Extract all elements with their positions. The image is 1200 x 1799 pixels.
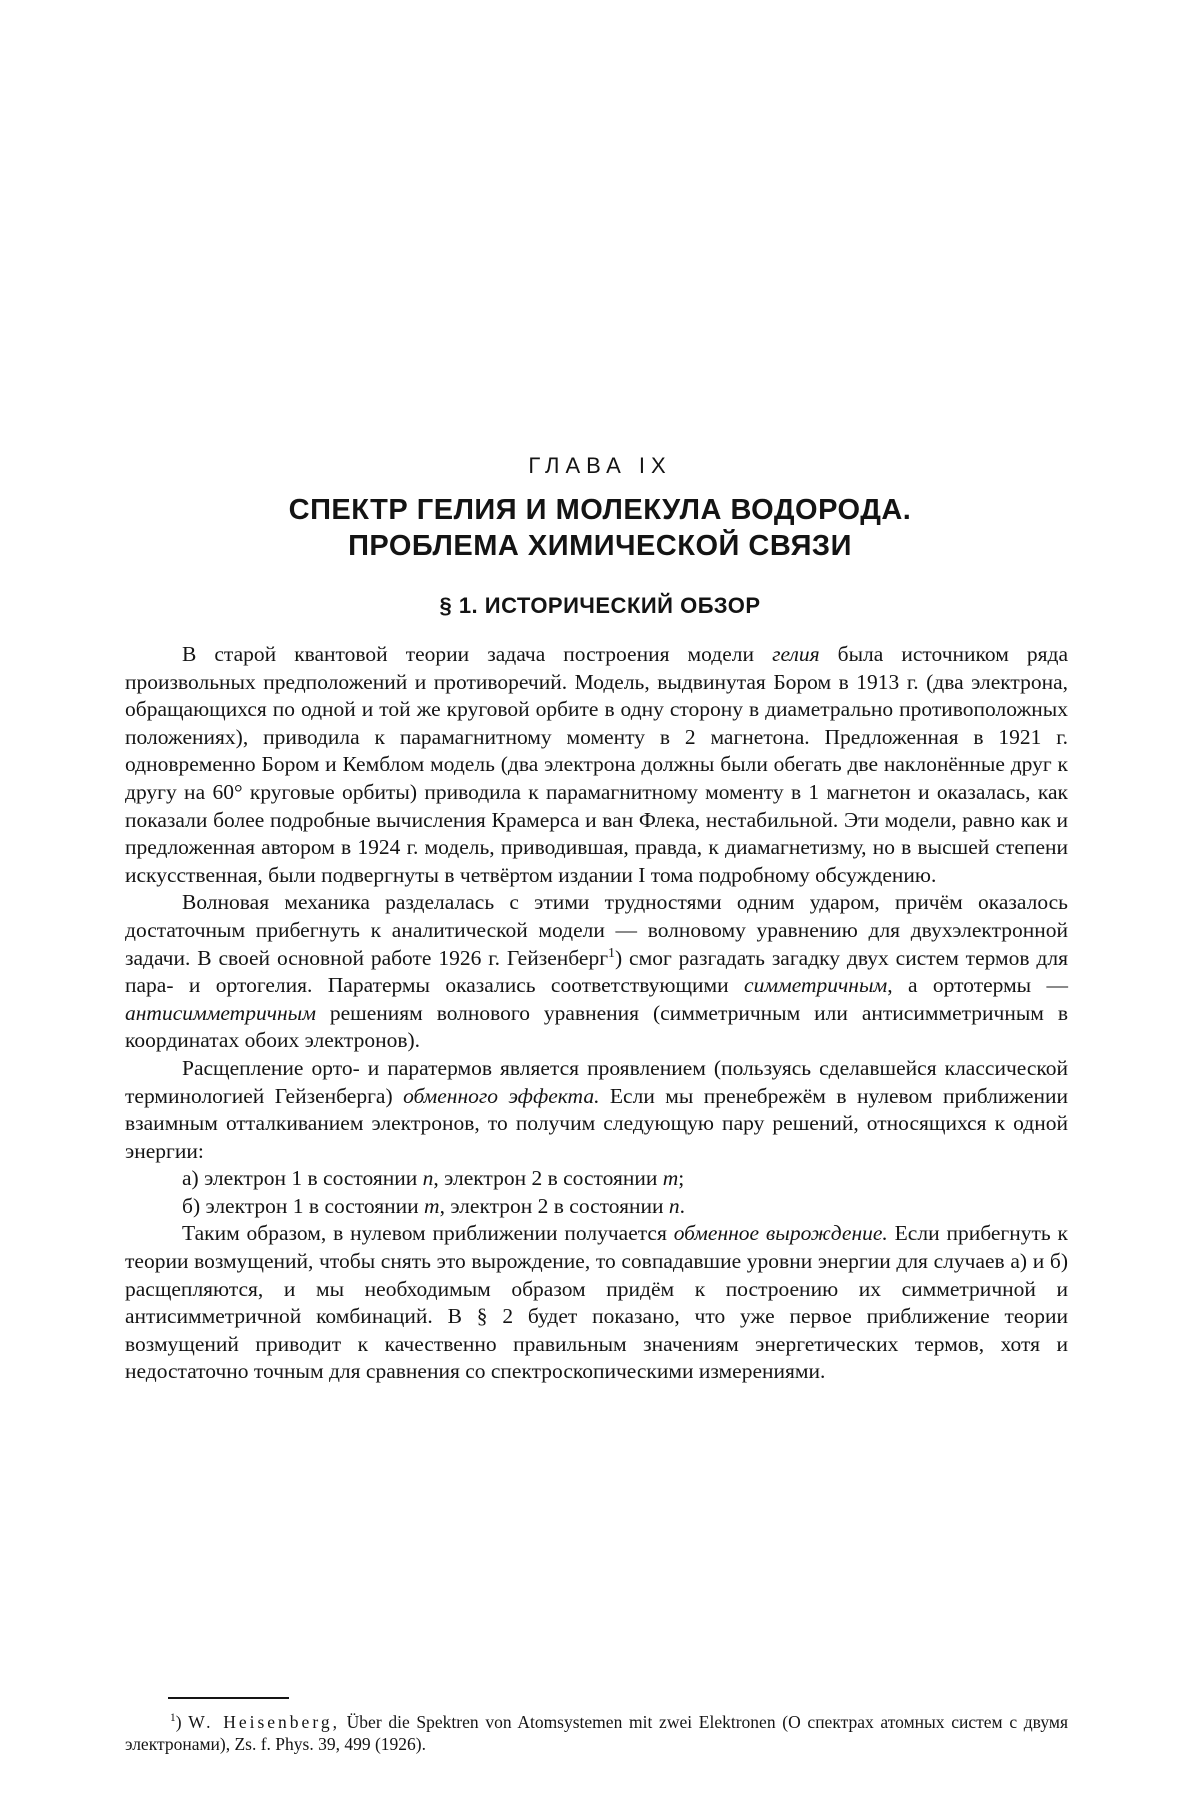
paragraph-2 (125, 889, 1068, 1055)
paragraph-1-text-b: была источником ряда произвольных предположений и противоречий. Модель, выдвинутая Бором в 1913 г. (два электрона, обращающихся по одной и той же круговой орбите в одну сторону в диаметрально противоположных положениях), приводила к парамагнитному моменту в 2 магнетона. Предложенная в 1921 г. одновременно Бором и Кемблом модель (два электрона должны были обегать две наклонённые друг к другу на 60° круговые орбиты) приводила к парамагнитному моменту в 1 магнетон и оказалась, как показали более подробные вычисления Крамерса и ван Флека, нестабильной. Эти модели, равно как и предложенная автором в 1924 г. модель, приводившая, правда, к диамагнетизму, но в высшей степени искусственная, были подвергнуты в четвёртом издании I тома подробному обсуждению. (125, 642, 1068, 887)
footnote-marker: 1 (170, 1712, 176, 1725)
footnote-citation: Über die Spektren von Atomsystemen mit zwei Elektronen (О спектрах атомных систем с двумя электронами), Zs. f. Phys. 39, 499 (1926). (125, 1712, 1068, 1754)
list-item-a-text-a: а) электрон 1 в состоянии (182, 1166, 423, 1191)
list-item-b (125, 1193, 1068, 1221)
list-item-a-state-2: m (662, 1166, 679, 1191)
footnote-text (125, 1711, 1068, 1755)
paragraph-4-text-b: Если прибегнуть к теории возмущений, чтобы снять это вырождение, то совпадавшие уровни энергии для случаев а) и б) расщепляются, и мы необходимым образом придём к построению их симметричной и антисимметричной комбинаций. В § 2 будет показано, что уже первое приближение теории возмущений приводит к качественно правильным значениям энергетических термов, хотя и недостаточно точным для сравнения со спектроскопическими измерениями. (125, 1221, 1068, 1384)
chapter-title (0, 492, 1200, 564)
chapter-label: ГЛАВА IX (528, 453, 672, 478)
list-item-b-state-1: m (424, 1193, 440, 1218)
paragraph-2-emphasis-2: антисимметричным (125, 1000, 316, 1025)
footnote-marker-close: ) (175, 1712, 189, 1732)
paragraph-2-text-a: Волновая механика разделалась с этими трудностями одним ударом, причём оказалось достаточным прибегнуть к аналитической модели — волновому уравнению для двухэлектронной задачи. В своей основной работе 1926 г. Гейзенберг (125, 890, 1068, 970)
list-item-b-state-2: n (668, 1193, 680, 1218)
footnote-divider (168, 1697, 289, 1699)
paragraph-4-emphasis: обменное вырождение. (673, 1221, 888, 1246)
list-item-a-text-c: ; (678, 1166, 685, 1191)
list-item-a-text-b: , электрон 2 в состоянии (433, 1166, 663, 1191)
paragraph-1-text-a: В старой квантовой теории задача построения модели (182, 642, 773, 666)
body-text (125, 641, 1068, 1386)
paragraph-1 (125, 641, 1068, 889)
list-item-a-state-1: n (422, 1166, 434, 1191)
list-item-b-text-b: , электрон 2 в состоянии (439, 1193, 669, 1218)
paragraph-3-text-b: Если мы пренебрежём в нулевом приближении взаимным отталкиванием электронов, то получим следующую пару решений, относящихся к одной энергии: (125, 1083, 1068, 1163)
paragraph-4 (125, 1220, 1068, 1386)
list-item-a (125, 1165, 1068, 1193)
list-item-b-text-c: . (679, 1193, 686, 1218)
footnote-author: W. Heisenberg, (188, 1712, 340, 1732)
chapter-title-line-1: СПЕКТР ГЕЛИЯ И МОЛЕКУЛА ВОДОРОДА. (288, 494, 912, 526)
paragraph-3-emphasis: обменного эффекта. (403, 1083, 600, 1108)
paragraph-3 (125, 1055, 1068, 1165)
paragraph-4-text-a: Таким образом, в нулевом приближении получается (182, 1221, 674, 1246)
paragraph-2-text-c: , а ортотермы — (887, 973, 1068, 998)
paragraph-3-text-a: Расщепление орто- и паратермов является проявлением (пользуясь сделавшейся классической терминологией Гейзенберга) (125, 1055, 1068, 1108)
paragraph-1-emphasis: гелия (772, 642, 820, 666)
list-item-b-text-a: б) электрон 1 в состоянии (182, 1193, 425, 1218)
section-title: § 1. ИСТОРИЧЕСКИЙ ОБЗОР (439, 593, 761, 618)
paragraph-2-text-d: решениям волнового уравнения (симметричным или антисимметричным в координатах обоих электронов). (125, 1000, 1068, 1053)
footnote (125, 1711, 1068, 1755)
paragraph-2-text-b: ) смог разгадать загадку двух систем термов для пара- и ортогелия. Паратермы оказались соответствующими (125, 945, 1068, 998)
chapter-title-line-2: ПРОБЛЕМА ХИМИЧЕСКОЙ СВЯЗИ (348, 530, 852, 562)
paragraph-2-emphasis-1: симметричным (744, 973, 888, 998)
footnote-reference: 1 (608, 945, 616, 961)
